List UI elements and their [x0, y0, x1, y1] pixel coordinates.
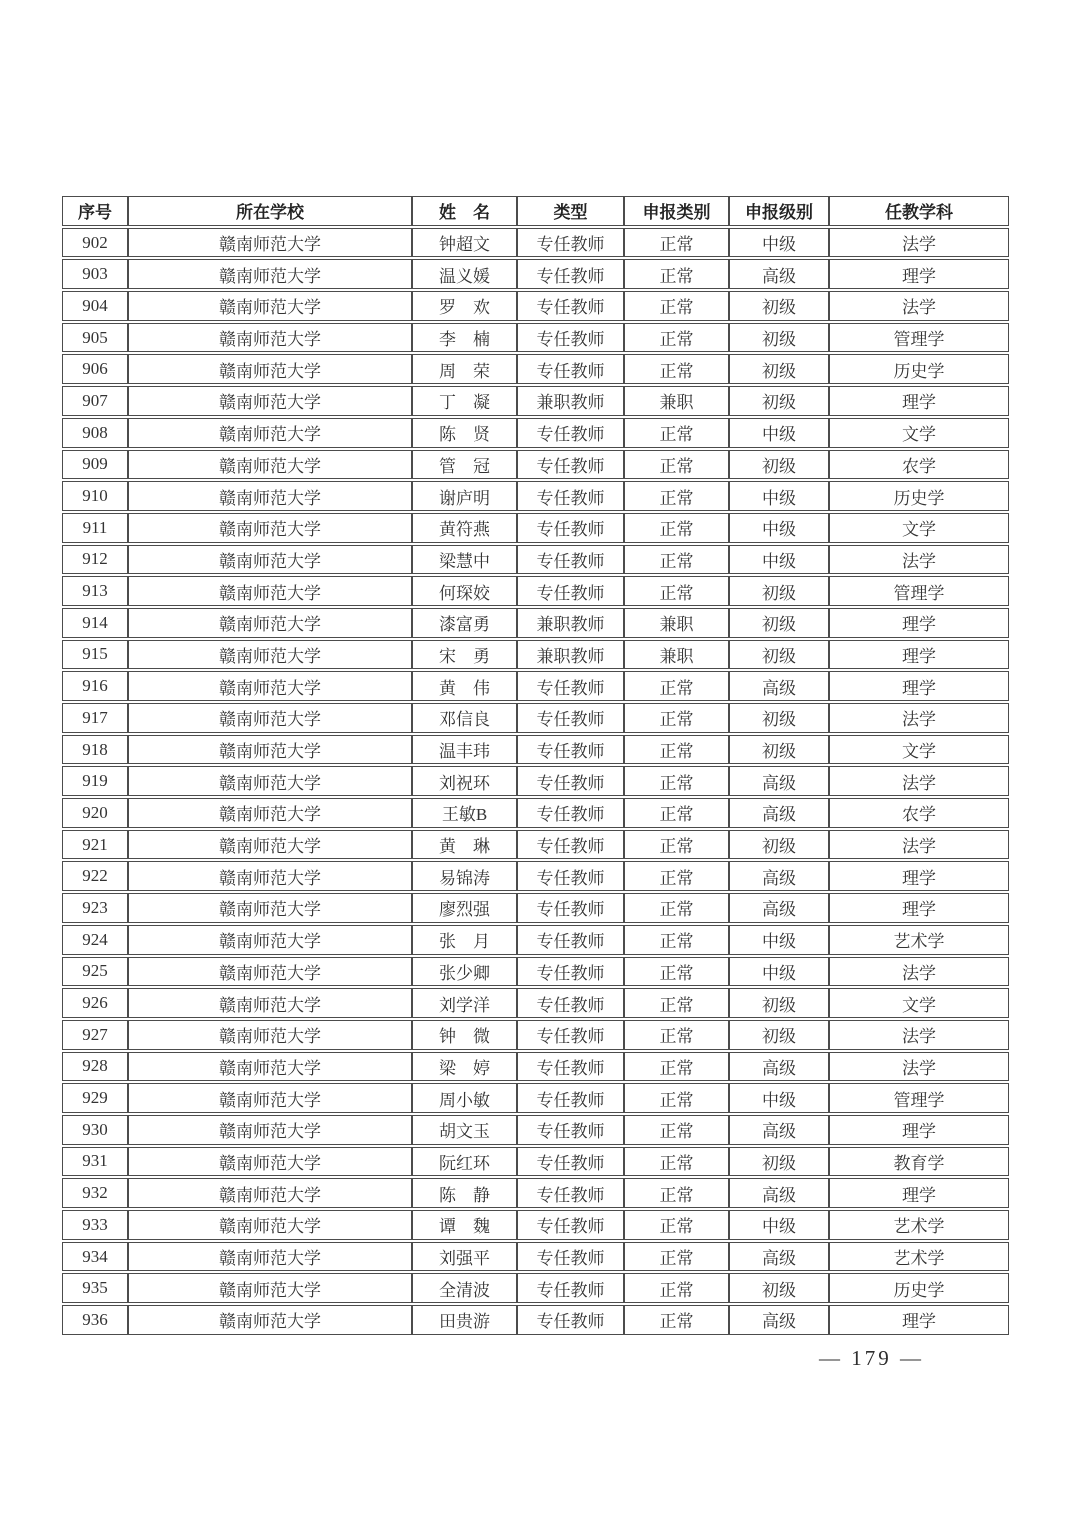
cell-category: 兼职	[624, 640, 729, 670]
cell-seq: 902	[62, 228, 128, 258]
page-number: — 179 —	[819, 1346, 924, 1370]
cell-seq: 917	[62, 703, 128, 733]
cell-seq: 935	[62, 1273, 128, 1303]
cell-seq: 906	[62, 354, 128, 384]
cell-name: 黄 伟	[412, 671, 517, 701]
cell-school: 赣南师范大学	[128, 893, 412, 923]
cell-level: 高级	[729, 766, 829, 796]
table-row	[62, 545, 1009, 575]
table-row	[62, 386, 1009, 416]
cell-subject: 历史学	[829, 354, 1009, 384]
cell-seq: 913	[62, 576, 128, 606]
cell-level: 初级	[729, 291, 829, 321]
cell-type: 专任教师	[517, 671, 624, 701]
cell-type: 专任教师	[517, 735, 624, 765]
cell-level: 高级	[729, 1052, 829, 1082]
cell-category: 正常	[624, 1020, 729, 1050]
cell-seq: 919	[62, 766, 128, 796]
cell-school: 赣南师范大学	[128, 513, 412, 543]
col-header-category: 申报类别	[624, 196, 729, 226]
table-row	[62, 830, 1009, 860]
cell-seq: 910	[62, 481, 128, 511]
table-row	[62, 1178, 1009, 1208]
cell-name: 张少卿	[412, 957, 517, 987]
table-row	[62, 1210, 1009, 1240]
cell-category: 正常	[624, 513, 729, 543]
col-header-name: 姓 名	[412, 196, 517, 226]
cell-level: 初级	[729, 703, 829, 733]
cell-school: 赣南师范大学	[128, 608, 412, 638]
cell-subject: 文学	[829, 418, 1009, 448]
cell-school: 赣南师范大学	[128, 259, 412, 289]
cell-type: 专任教师	[517, 1305, 624, 1335]
cell-subject: 理学	[829, 1305, 1009, 1335]
cell-name: 温丰玮	[412, 735, 517, 765]
cell-type: 专任教师	[517, 1242, 624, 1272]
cell-type: 专任教师	[517, 545, 624, 575]
cell-name: 陈 静	[412, 1178, 517, 1208]
cell-school: 赣南师范大学	[128, 861, 412, 891]
table-row	[62, 291, 1009, 321]
cell-category: 正常	[624, 259, 729, 289]
cell-school: 赣南师范大学	[128, 1178, 412, 1208]
cell-school: 赣南师范大学	[128, 228, 412, 258]
cell-name: 陈 贤	[412, 418, 517, 448]
cell-subject: 理学	[829, 259, 1009, 289]
cell-school: 赣南师范大学	[128, 1020, 412, 1050]
cell-school: 赣南师范大学	[128, 735, 412, 765]
cell-subject: 法学	[829, 1052, 1009, 1082]
cell-subject: 艺术学	[829, 1210, 1009, 1240]
cell-category: 正常	[624, 766, 729, 796]
cell-school: 赣南师范大学	[128, 671, 412, 701]
cell-seq: 912	[62, 545, 128, 575]
cell-category: 正常	[624, 1115, 729, 1145]
cell-seq: 927	[62, 1020, 128, 1050]
col-header-subject: 任教学科	[829, 196, 1009, 226]
cell-school: 赣南师范大学	[128, 988, 412, 1018]
teacher-list-table	[62, 194, 1009, 1337]
cell-category: 正常	[624, 576, 729, 606]
cell-subject: 法学	[829, 545, 1009, 575]
cell-level: 中级	[729, 957, 829, 987]
cell-name: 管 冠	[412, 450, 517, 480]
cell-name: 刘学洋	[412, 988, 517, 1018]
cell-subject: 农学	[829, 450, 1009, 480]
cell-subject: 法学	[829, 291, 1009, 321]
cell-level: 初级	[729, 576, 829, 606]
cell-subject: 文学	[829, 988, 1009, 1018]
cell-school: 赣南师范大学	[128, 576, 412, 606]
cell-name: 温义媛	[412, 259, 517, 289]
cell-level: 初级	[729, 988, 829, 1018]
cell-category: 正常	[624, 291, 729, 321]
cell-type: 专任教师	[517, 1052, 624, 1082]
cell-level: 中级	[729, 925, 829, 955]
cell-school: 赣南师范大学	[128, 957, 412, 987]
cell-level: 初级	[729, 450, 829, 480]
cell-seq: 931	[62, 1147, 128, 1177]
cell-school: 赣南师范大学	[128, 703, 412, 733]
cell-level: 高级	[729, 1242, 829, 1272]
cell-level: 初级	[729, 640, 829, 670]
cell-name: 李 楠	[412, 323, 517, 353]
cell-seq: 926	[62, 988, 128, 1018]
table-row	[62, 1052, 1009, 1082]
cell-category: 正常	[624, 354, 729, 384]
cell-category: 正常	[624, 861, 729, 891]
cell-level: 中级	[729, 1210, 829, 1240]
cell-name: 梁慧中	[412, 545, 517, 575]
cell-subject: 理学	[829, 1115, 1009, 1145]
cell-level: 初级	[729, 323, 829, 353]
cell-name: 易锦涛	[412, 861, 517, 891]
cell-type: 专任教师	[517, 354, 624, 384]
cell-school: 赣南师范大学	[128, 925, 412, 955]
cell-name: 谢庐明	[412, 481, 517, 511]
table-row	[62, 798, 1009, 828]
table-row	[62, 481, 1009, 511]
cell-type: 专任教师	[517, 576, 624, 606]
cell-type: 兼职教师	[517, 386, 624, 416]
table-row	[62, 1242, 1009, 1272]
cell-name: 周小敏	[412, 1083, 517, 1113]
cell-category: 正常	[624, 1242, 729, 1272]
cell-school: 赣南师范大学	[128, 354, 412, 384]
cell-level: 高级	[729, 861, 829, 891]
cell-seq: 916	[62, 671, 128, 701]
cell-level: 中级	[729, 228, 829, 258]
cell-category: 正常	[624, 1178, 729, 1208]
cell-category: 正常	[624, 671, 729, 701]
cell-level: 初级	[729, 735, 829, 765]
cell-category: 正常	[624, 957, 729, 987]
cell-level: 中级	[729, 513, 829, 543]
cell-seq: 918	[62, 735, 128, 765]
cell-school: 赣南师范大学	[128, 450, 412, 480]
cell-category: 正常	[624, 481, 729, 511]
cell-level: 初级	[729, 354, 829, 384]
cell-level: 初级	[729, 386, 829, 416]
table-row	[62, 1115, 1009, 1145]
cell-school: 赣南师范大学	[128, 830, 412, 860]
cell-type: 专任教师	[517, 988, 624, 1018]
cell-seq: 921	[62, 830, 128, 860]
cell-name: 田贵游	[412, 1305, 517, 1335]
cell-type: 专任教师	[517, 1178, 624, 1208]
cell-type: 专任教师	[517, 830, 624, 860]
cell-type: 专任教师	[517, 766, 624, 796]
table-row	[62, 893, 1009, 923]
cell-subject: 法学	[829, 830, 1009, 860]
cell-name: 周 荣	[412, 354, 517, 384]
cell-level: 高级	[729, 1115, 829, 1145]
cell-type: 专任教师	[517, 957, 624, 987]
cell-school: 赣南师范大学	[128, 1305, 412, 1335]
table-row	[62, 576, 1009, 606]
cell-school: 赣南师范大学	[128, 640, 412, 670]
table-row	[62, 1020, 1009, 1050]
table-row	[62, 418, 1009, 448]
cell-category: 正常	[624, 323, 729, 353]
cell-category: 正常	[624, 228, 729, 258]
cell-school: 赣南师范大学	[128, 1273, 412, 1303]
cell-subject: 理学	[829, 386, 1009, 416]
cell-type: 专任教师	[517, 513, 624, 543]
cell-subject: 管理学	[829, 323, 1009, 353]
cell-name: 梁 婷	[412, 1052, 517, 1082]
cell-subject: 法学	[829, 957, 1009, 987]
cell-type: 专任教师	[517, 1147, 624, 1177]
cell-name: 丁 凝	[412, 386, 517, 416]
cell-type: 专任教师	[517, 481, 624, 511]
cell-category: 兼职	[624, 386, 729, 416]
cell-school: 赣南师范大学	[128, 1210, 412, 1240]
cell-level: 初级	[729, 1020, 829, 1050]
cell-name: 廖烈强	[412, 893, 517, 923]
cell-subject: 理学	[829, 608, 1009, 638]
table-header-row	[62, 196, 1009, 226]
cell-type: 专任教师	[517, 703, 624, 733]
cell-category: 正常	[624, 925, 729, 955]
cell-seq: 925	[62, 957, 128, 987]
cell-school: 赣南师范大学	[128, 1242, 412, 1272]
table-row	[62, 608, 1009, 638]
cell-subject: 理学	[829, 640, 1009, 670]
cell-seq: 936	[62, 1305, 128, 1335]
cell-type: 专任教师	[517, 323, 624, 353]
cell-seq: 928	[62, 1052, 128, 1082]
cell-subject: 理学	[829, 671, 1009, 701]
cell-school: 赣南师范大学	[128, 766, 412, 796]
cell-school: 赣南师范大学	[128, 1147, 412, 1177]
cell-seq: 908	[62, 418, 128, 448]
table-row	[62, 766, 1009, 796]
table-row	[62, 1083, 1009, 1113]
cell-subject: 法学	[829, 703, 1009, 733]
cell-category: 正常	[624, 1052, 729, 1082]
cell-name: 刘强平	[412, 1242, 517, 1272]
cell-category: 正常	[624, 1273, 729, 1303]
cell-subject: 理学	[829, 893, 1009, 923]
cell-seq: 915	[62, 640, 128, 670]
cell-subject: 法学	[829, 228, 1009, 258]
cell-name: 阮红环	[412, 1147, 517, 1177]
cell-level: 初级	[729, 1273, 829, 1303]
cell-name: 宋 勇	[412, 640, 517, 670]
cell-name: 黄 琳	[412, 830, 517, 860]
table-row	[62, 703, 1009, 733]
cell-name: 钟超文	[412, 228, 517, 258]
cell-school: 赣南师范大学	[128, 1115, 412, 1145]
table-row	[62, 988, 1009, 1018]
cell-category: 正常	[624, 545, 729, 575]
cell-subject: 历史学	[829, 1273, 1009, 1303]
cell-type: 专任教师	[517, 893, 624, 923]
cell-seq: 905	[62, 323, 128, 353]
cell-subject: 管理学	[829, 576, 1009, 606]
cell-category: 正常	[624, 1305, 729, 1335]
cell-name: 刘祝环	[412, 766, 517, 796]
cell-subject: 历史学	[829, 481, 1009, 511]
cell-seq: 930	[62, 1115, 128, 1145]
cell-name: 王敏B	[412, 798, 517, 828]
cell-seq: 920	[62, 798, 128, 828]
cell-category: 正常	[624, 988, 729, 1018]
cell-name: 谭 魏	[412, 1210, 517, 1240]
col-header-school: 所在学校	[128, 196, 412, 226]
cell-level: 高级	[729, 1178, 829, 1208]
report-table-body	[62, 228, 1009, 1335]
cell-level: 初级	[729, 1147, 829, 1177]
cell-school: 赣南师范大学	[128, 323, 412, 353]
cell-name: 胡文玉	[412, 1115, 517, 1145]
cell-type: 兼职教师	[517, 640, 624, 670]
cell-seq: 907	[62, 386, 128, 416]
cell-seq: 922	[62, 861, 128, 891]
cell-school: 赣南师范大学	[128, 545, 412, 575]
cell-category: 正常	[624, 735, 729, 765]
cell-seq: 934	[62, 1242, 128, 1272]
cell-type: 专任教师	[517, 1210, 624, 1240]
cell-subject: 文学	[829, 735, 1009, 765]
cell-type: 专任教师	[517, 228, 624, 258]
col-header-level: 申报级别	[729, 196, 829, 226]
table-row	[62, 640, 1009, 670]
cell-subject: 法学	[829, 1020, 1009, 1050]
cell-category: 正常	[624, 1210, 729, 1240]
cell-school: 赣南师范大学	[128, 1052, 412, 1082]
cell-name: 罗 欢	[412, 291, 517, 321]
cell-category: 正常	[624, 830, 729, 860]
cell-category: 正常	[624, 1147, 729, 1177]
cell-seq: 903	[62, 259, 128, 289]
cell-type: 兼职教师	[517, 608, 624, 638]
table-row	[62, 450, 1009, 480]
cell-category: 正常	[624, 893, 729, 923]
cell-school: 赣南师范大学	[128, 798, 412, 828]
table-row	[62, 354, 1009, 384]
cell-subject: 理学	[829, 1178, 1009, 1208]
cell-level: 中级	[729, 481, 829, 511]
cell-category: 正常	[624, 1083, 729, 1113]
cell-category: 正常	[624, 798, 729, 828]
cell-seq: 933	[62, 1210, 128, 1240]
cell-school: 赣南师范大学	[128, 481, 412, 511]
cell-name: 全清波	[412, 1273, 517, 1303]
cell-subject: 艺术学	[829, 925, 1009, 955]
cell-subject: 文学	[829, 513, 1009, 543]
cell-category: 兼职	[624, 608, 729, 638]
cell-name: 张 月	[412, 925, 517, 955]
cell-level: 中级	[729, 545, 829, 575]
table-row	[62, 861, 1009, 891]
cell-seq: 923	[62, 893, 128, 923]
cell-level: 高级	[729, 671, 829, 701]
cell-type: 专任教师	[517, 450, 624, 480]
cell-type: 专任教师	[517, 1083, 624, 1113]
cell-seq: 914	[62, 608, 128, 638]
cell-level: 高级	[729, 1305, 829, 1335]
cell-level: 高级	[729, 259, 829, 289]
cell-seq: 911	[62, 513, 128, 543]
cell-type: 专任教师	[517, 1273, 624, 1303]
table-row	[62, 671, 1009, 701]
cell-type: 专任教师	[517, 1020, 624, 1050]
cell-seq: 909	[62, 450, 128, 480]
cell-category: 正常	[624, 418, 729, 448]
table-row	[62, 735, 1009, 765]
cell-subject: 法学	[829, 766, 1009, 796]
cell-name: 漆富勇	[412, 608, 517, 638]
cell-school: 赣南师范大学	[128, 291, 412, 321]
cell-level: 高级	[729, 798, 829, 828]
cell-type: 专任教师	[517, 798, 624, 828]
cell-subject: 管理学	[829, 1083, 1009, 1113]
cell-school: 赣南师范大学	[128, 1083, 412, 1113]
cell-school: 赣南师范大学	[128, 386, 412, 416]
table-row	[62, 957, 1009, 987]
cell-name: 邓信良	[412, 703, 517, 733]
cell-level: 高级	[729, 893, 829, 923]
cell-subject: 农学	[829, 798, 1009, 828]
cell-name: 何琛姣	[412, 576, 517, 606]
table-row	[62, 323, 1009, 353]
cell-seq: 904	[62, 291, 128, 321]
col-header-seq: 序号	[62, 196, 128, 226]
cell-type: 专任教师	[517, 925, 624, 955]
cell-type: 专任教师	[517, 861, 624, 891]
cell-type: 专任教师	[517, 1115, 624, 1145]
table-row	[62, 259, 1009, 289]
table-row	[62, 1305, 1009, 1335]
cell-type: 专任教师	[517, 418, 624, 448]
table-row	[62, 228, 1009, 258]
cell-name: 黄符燕	[412, 513, 517, 543]
col-header-type: 类型	[517, 196, 624, 226]
cell-school: 赣南师范大学	[128, 418, 412, 448]
cell-name: 钟 微	[412, 1020, 517, 1050]
cell-level: 中级	[729, 1083, 829, 1113]
cell-seq: 929	[62, 1083, 128, 1113]
table-row	[62, 925, 1009, 955]
cell-subject: 教育学	[829, 1147, 1009, 1177]
cell-category: 正常	[624, 703, 729, 733]
table-row	[62, 1273, 1009, 1303]
table-row	[62, 1147, 1009, 1177]
table-row	[62, 513, 1009, 543]
cell-level: 初级	[729, 830, 829, 860]
cell-subject: 艺术学	[829, 1242, 1009, 1272]
cell-level: 初级	[729, 608, 829, 638]
cell-seq: 932	[62, 1178, 128, 1208]
cell-category: 正常	[624, 450, 729, 480]
cell-level: 中级	[729, 418, 829, 448]
cell-seq: 924	[62, 925, 128, 955]
cell-type: 专任教师	[517, 259, 624, 289]
cell-type: 专任教师	[517, 291, 624, 321]
cell-subject: 理学	[829, 861, 1009, 891]
